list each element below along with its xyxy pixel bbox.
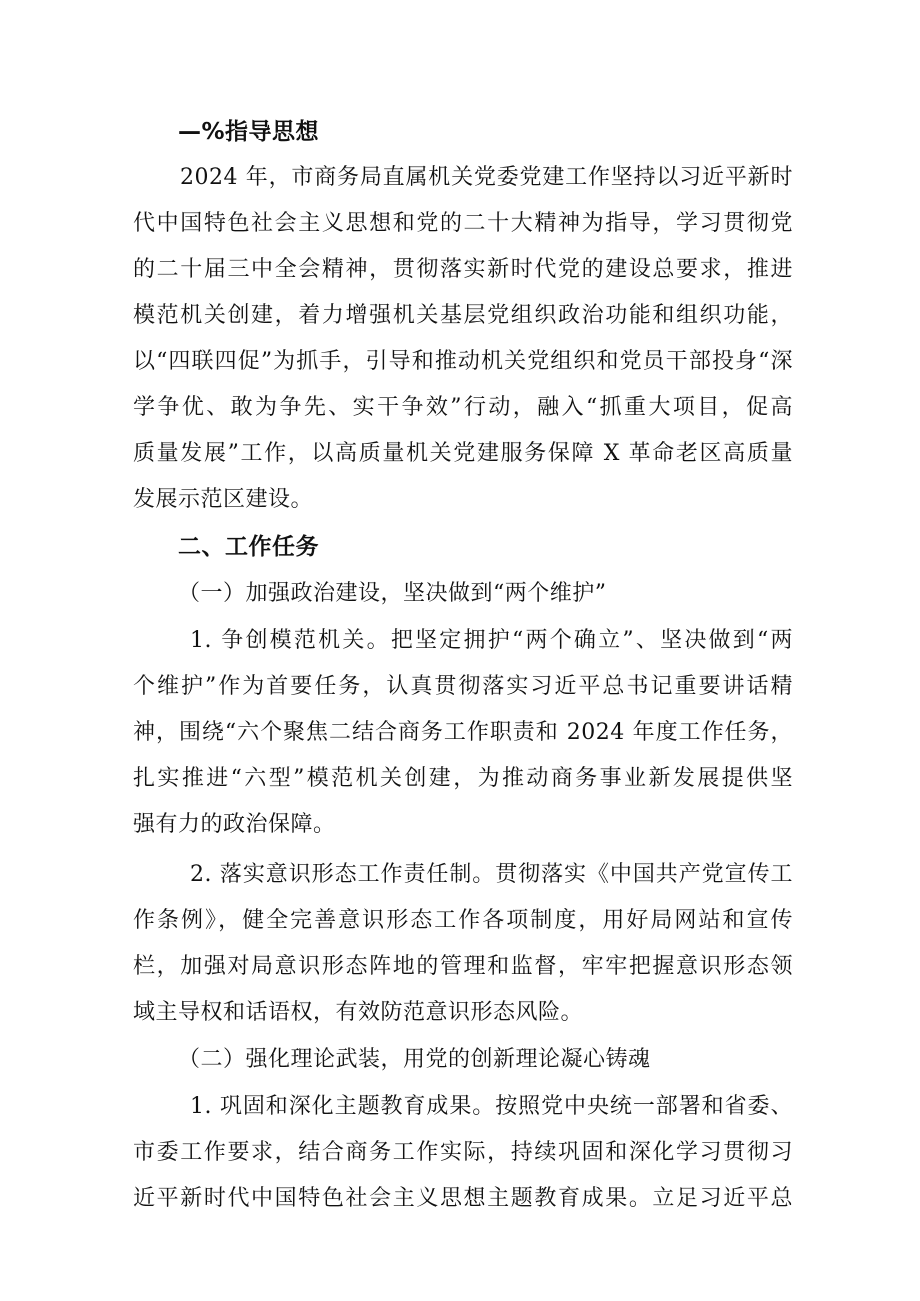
paragraph-line: 1. 争创模范机关。把坚定拥护“两个确立”、坚决做到“两 xyxy=(190,628,793,653)
paragraph-line: 质量发展”工作，以高质量机关党建服务保障 X 革命老区高质量 xyxy=(133,441,793,466)
paragraph-line: 以“四联四促”为抓手，引导和推动机关党组织和党员干部投身“深 xyxy=(133,349,793,374)
paragraph-line: 1. 巩固和深化主题教育成果。按照党中央统一部署和省委、 xyxy=(190,1094,793,1119)
paragraph-line: 域主导权和话语权，有效防范意识形态风险。 xyxy=(133,1000,584,1025)
subsection-heading-political-building: （一）加强政治建设，坚决做到“两个维护” xyxy=(178,581,607,606)
paragraph-line: 2. 落实意识形态工作责任制。贯彻落实《中国共产党宣传工 xyxy=(190,862,793,887)
section-heading-work-tasks: 二、工作任务 xyxy=(178,534,319,560)
paragraph-line: 2024 年，市商务局直属机关党委党建工作坚持以习近平新时 xyxy=(180,165,793,190)
paragraph-line: 神，围绕“六个聚焦二结合商务工作职责和 2024 年度工作任务， xyxy=(133,720,793,745)
paragraph-line: 扎实推进“六型”模范机关创建，为推动商务事业新发展提供坚 xyxy=(133,766,793,791)
paragraph-line: 栏，加强对局意识形态阵地的管理和监督，牢牢把握意识形态领 xyxy=(133,954,793,979)
paragraph-line: 的二十届三中全会精神，贯彻落实新时代党的建设总要求，推进 xyxy=(133,257,793,282)
section-heading-guiding-ideology: —%指导思想 xyxy=(178,119,320,145)
paragraph-line: 强有力的政治保障。 xyxy=(133,812,336,837)
paragraph-line: 学争优、敢为争先、实干争效”行动，融入“抓重大项目，促高 xyxy=(133,395,793,420)
paragraph-line: 代中国特色社会主义思想和党的二十大精神为指导，学习贯彻党 xyxy=(133,211,793,236)
paragraph-line: 个维护”作为首要任务，认真贯彻落实习近平总书记重要讲话精 xyxy=(133,674,793,699)
paragraph-line: 模范机关创建，着力增强机关基层党组织政治功能和组织功能， xyxy=(133,303,793,328)
paragraph-line: 发展示范区建设。 xyxy=(133,487,314,512)
paragraph-line: 市委工作要求，结合商务工作实际，持续巩固和深化学习贯彻习 xyxy=(133,1140,793,1165)
subsection-heading-theoretical-arming: （二）强化理论武装，用党的创新理论凝心铸魂 xyxy=(178,1047,651,1072)
paragraph-line: 近平新时代中国特色社会主义思想主题教育成果。立足习近平总 xyxy=(133,1186,793,1211)
paragraph-line: 作条例》，健全完善意识形态工作各项制度，用好局网站和宣传 xyxy=(133,908,793,933)
